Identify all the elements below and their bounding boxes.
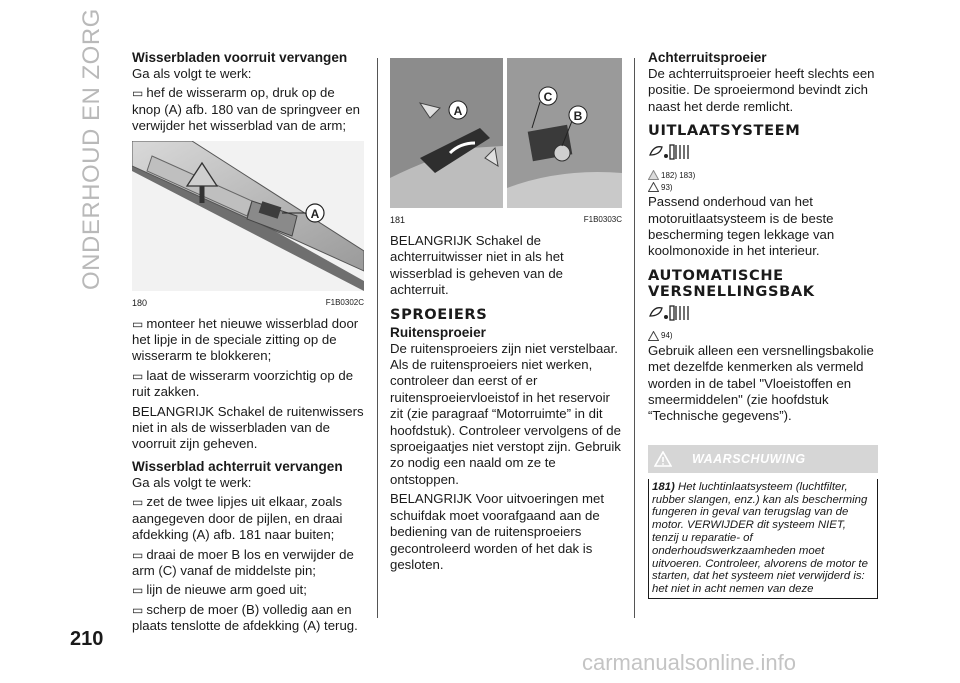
page-number: 210 [70,628,104,650]
intro-text: Ga als volgt te werk: [132,474,252,490]
reference-line [648,170,880,180]
paragraph: De achterruitsproeier heeft slechts een positie. De sproeiermond bevindt zich naast het derde remlicht. [648,66,875,114]
caution-triangle-icon [648,331,659,341]
figure-code: F1B0302C [325,297,364,307]
column-divider [634,58,635,618]
watermark: carmanualsonline.info [582,650,797,675]
warning-body: Het luchtinlaatsysteem (luchtfilter, rubber slangen, enz.) kan als bescherming fungeren in geval van terugslag van de motor. VERWIJDER dit systeem NIET, tenzij u reparatie- of onderhoudswerkzaamheden moet uitvoeren. Controleer, alvorens de motor te starten, dat het systeem niet verwijderd is: het niet in acht nemen van deze [652,480,868,596]
heading-ruitensproeier: Ruitensproeier [390,324,486,340]
list-item: ▭ zet de twee lipjes uit elkaar, zoals aangegeven door de pijlen, en draai afdekking (A) afb. 181 naar buiten; [132,494,364,543]
section-title-uitlaatsysteem: UITLAATSYSTEEM [648,122,801,140]
rear-wiper-illustration [390,58,622,208]
reference-line [648,331,880,341]
paragraph: De ruitensproeiers zijn niet verstelbaar. Als de ruitensproeiers niet werken, controleer dan eerst of er ruitensproeiervloeistof in het reservoir zit (zie paragraaf “Motorruimte” in dit hoofdstuk). Controleer vervolgens of de sproeigaatjes niet verstopt zijn. Gebruik zo nodig een naald om ze te ontstoppen. [390,340,621,487]
list-item: ▭ hef de wisserarm op, druk op de knop (A) afb. 180 van de springveer en verwijder het wisserblad van de arm; [132,85,364,134]
warning-box [648,445,878,599]
paragraph: BELANGRIJK Schakel de ruitenwissers niet in als de wisserbladen van de voorruit zijn geheven. [132,403,364,452]
warning-title: WAARSCHUWING [692,451,806,466]
wiper-arm-illustration [132,141,364,291]
list-item: ▭ lijn de nieuwe arm goed uit; [132,582,364,598]
figure-181 [390,58,622,225]
reference-numbers: 94) [661,331,673,341]
heading-front-wiper: Wisserbladen voorruit vervangen [132,50,348,65]
figure-code: F1B0303C [583,215,622,224]
paragraph: BELANGRIJK Schakel de achterruitwisser niet in als het wisserblad is geheven van de achterruit. [390,233,564,298]
callout-label: B [573,109,583,123]
reference-numbers: 182) 183) [661,170,696,180]
section-title-automatische: AUTOMATISCHE [648,266,784,284]
warning-triangle-icon [648,170,659,180]
reference-line [648,182,880,192]
list-item: ▭ monteer het nieuwe wisserblad door het lipje in de speciale zitting op de wisserarm te blokkeren; [132,316,364,365]
column-2 [390,58,622,573]
eco-maintenance-icon [648,302,692,324]
section-title-sproeiers: SPROEIERS [390,305,488,323]
warning-header [648,445,878,473]
warning-icon [654,451,672,467]
heading-achterruitsproeier: Achterruitsproeier [648,50,767,65]
column-divider [377,58,378,618]
list-item: ▭ draai de moer B los en verwijder de arm (C) vanaf de middelste pin; [132,547,364,580]
column-1 [132,50,364,635]
callout-label: C [543,90,553,104]
paragraph: Passend onderhoud van het motoruitlaatsysteem is de beste bescherming tegen lekkage van koolmonoxide in het interieur. [648,194,835,259]
warning-number: 181) [652,480,675,493]
column-3 [648,50,880,599]
callout-label: A [453,104,463,118]
figure-number: 180 [132,297,148,308]
side-chapter-title: ONDERHOUD EN ZORG [78,8,105,290]
list-item: ▭ laat de wisserarm voorzichtig op de ruit zakken. [132,368,364,401]
section-title-versnellingsbak: VERSNELLINGSBAK [648,282,815,300]
callout-label: A [310,206,320,221]
heading-rear-wiper: Wisserblad achterruit vervangen [132,458,343,474]
intro-text: Ga als volgt te werk: [132,66,252,81]
list-item: ▭ scherp de moer (B) volledig aan en plaats tenslotte de afdekking (A) terug. [132,602,364,635]
paragraph: Gebruik alleen een versnellingsbakolie met dezelfde kenmerken als vermeld worden in de tabel "Vloeistoffen en smeermiddelen" (zie hoofdstuk “Technische gegevens”). [648,342,874,424]
paragraph: BELANGRIJK Voor uitvoeringen met schuifdak moet voorafgaand aan de bediening van de ruitensproeiers gecontroleerd worden of het dak is gesloten. [390,491,605,572]
reference-numbers: 93) [661,182,673,192]
caution-triangle-icon [648,182,659,192]
figure-180 [132,141,364,308]
figure-number: 181 [390,215,406,225]
warning-text [648,479,878,599]
eco-maintenance-icon [648,141,692,163]
